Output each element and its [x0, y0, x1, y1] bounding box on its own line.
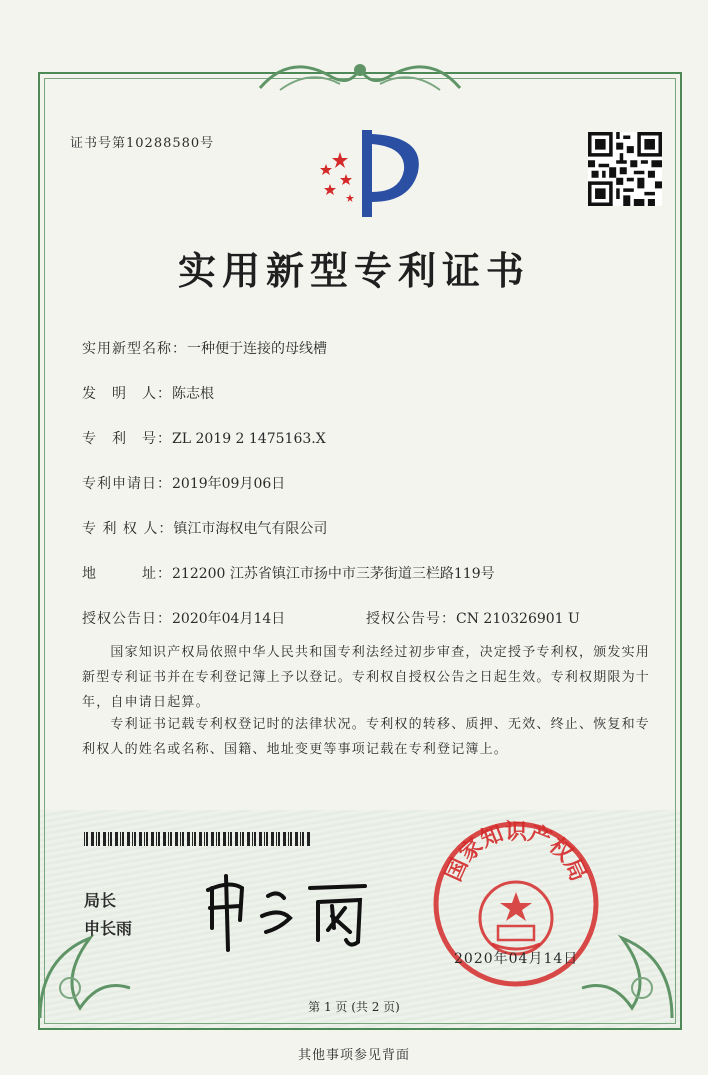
seal-text: 国家知识产权局 — [441, 820, 591, 886]
address-label: 地 址： — [82, 566, 172, 582]
field-inventor — [82, 383, 214, 403]
address-value: 212200 江苏省镇江市扬中市三茅街道三栏路119号 — [172, 566, 495, 582]
cnipa-logo-icon — [300, 122, 430, 222]
grant-date-label: 授权公告日： — [82, 611, 172, 627]
barcode-icon — [84, 832, 314, 846]
field-utility-model-name — [82, 338, 327, 358]
patentee-label: 专 利 权 人： — [82, 521, 174, 537]
inventor-value: 陈志根 — [172, 386, 214, 402]
field-patent-number — [82, 428, 326, 448]
svg-text:国家知识产权局 — [441, 820, 590, 885]
inventor-label: 发 明 人： — [82, 386, 172, 402]
field-patentee — [82, 518, 327, 538]
footer-note: 其他事项参见背面 — [297, 1048, 410, 1063]
statement-paragraph-2: 专利证书记载专利权登记时的法律状况。专利权的转移、质押、无效、终止、恢复和专利权人的姓名或名称、国籍、地址变更等事项记载在专利登记簿上。 — [82, 717, 651, 757]
field-grant-number — [366, 608, 580, 628]
statement-paragraph-1: 国家知识产权局依照中华人民共和国专利法经过初步审查，决定授予专利权，颁发实用新型专利证书并在专利登记簿上予以登记。专利权自授权公告之日起生效。专利权期限为十年，自申请日起算。 — [82, 645, 651, 710]
page-number: 第 1 页 (共 2 页) — [308, 1000, 400, 1014]
patent-number-label: 专 利 号： — [82, 431, 172, 447]
certificate-number: 证书号第10288580号 — [70, 136, 215, 151]
field-address — [82, 563, 495, 583]
grant-number-label: 授权公告号： — [366, 611, 456, 627]
grant-date-value: 2020年04月14日 — [172, 611, 286, 627]
field-grant-date — [82, 608, 285, 628]
field-filing-date — [82, 473, 285, 493]
top-ornament — [250, 48, 470, 98]
filing-date-label: 专利申请日： — [82, 476, 172, 492]
patentee-value: 镇江市海权电气有限公司 — [173, 521, 328, 537]
name-label: 实用新型名称： — [82, 341, 187, 357]
name-value: 一种便于连接的母线槽 — [187, 341, 327, 357]
director-signature — [200, 858, 370, 958]
director-title: 局长 — [84, 893, 117, 910]
issue-date: 2020年04月14日 — [454, 951, 579, 967]
filing-date-value: 2019年09月06日 — [172, 476, 286, 492]
patent-number-value: ZL 2019 2 1475163.X — [172, 431, 326, 447]
qr-code-icon — [588, 132, 662, 206]
page-title: 实用新型专利证书 — [177, 248, 530, 293]
director-name: 申长雨 — [84, 921, 133, 938]
grant-number-value: CN 210326901 U — [456, 611, 580, 627]
